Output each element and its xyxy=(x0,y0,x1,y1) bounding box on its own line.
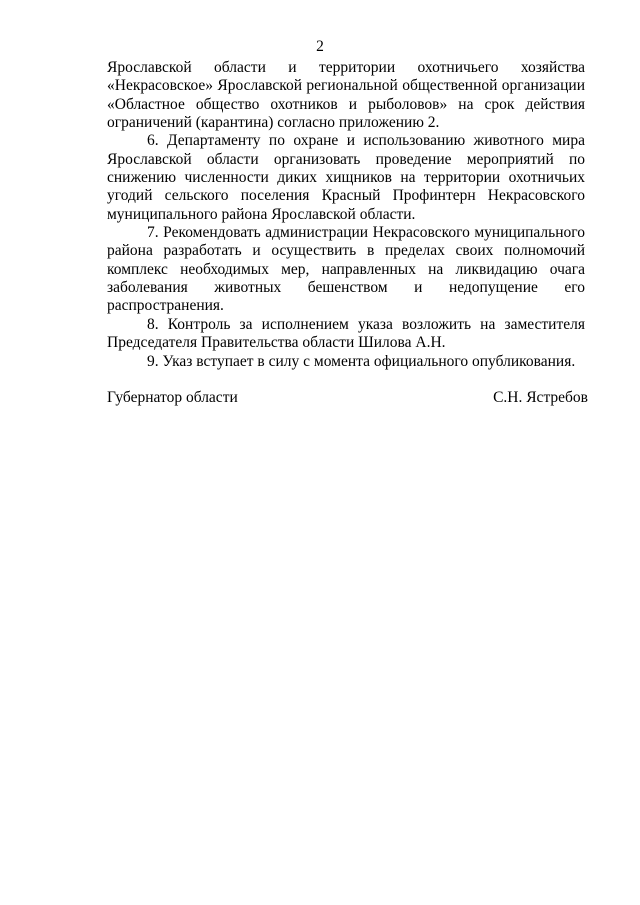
page-number: 2 xyxy=(316,38,324,55)
paragraph-item-6: 6. Департаменту по охране и использованию животного мира Ярославской области организовать проведение мероприятий по снижению численности диких хищников на территории охотничьих угодий сельского поселения Красный Профинтерн Некрасовского муниципального района Ярославской области. xyxy=(107,132,585,223)
document-body xyxy=(107,59,585,371)
signature-position: Губернатор области xyxy=(107,389,238,406)
paragraph-item-8: 8. Контроль за исполнением указа возложить на заместителя Председателя Правительства области Шилова А.Н. xyxy=(107,315,585,352)
paragraph-item-9: 9. Указ вступает в силу с момента официального опубликования. xyxy=(147,352,576,370)
paragraph-item-7: 7. Рекомендовать администрации Некрасовского муниципального района разработать и осуществить в пределах своих полномочий комплекс необходимых мер, направленных на ликвидацию очага заболевания животных бешенством и недопущение его распространения. xyxy=(107,224,585,315)
paragraph-continuation: Ярославской области и территории охотничьего хозяйства «Некрасовское» Ярославской региональной общественной организации «Областное общество охотников и рыболовов» на срок действия ограничений (карантина) согласно приложению 2. xyxy=(107,59,585,132)
signature-block xyxy=(107,389,588,407)
signature-name: С.Н. Ястребов xyxy=(493,389,588,406)
